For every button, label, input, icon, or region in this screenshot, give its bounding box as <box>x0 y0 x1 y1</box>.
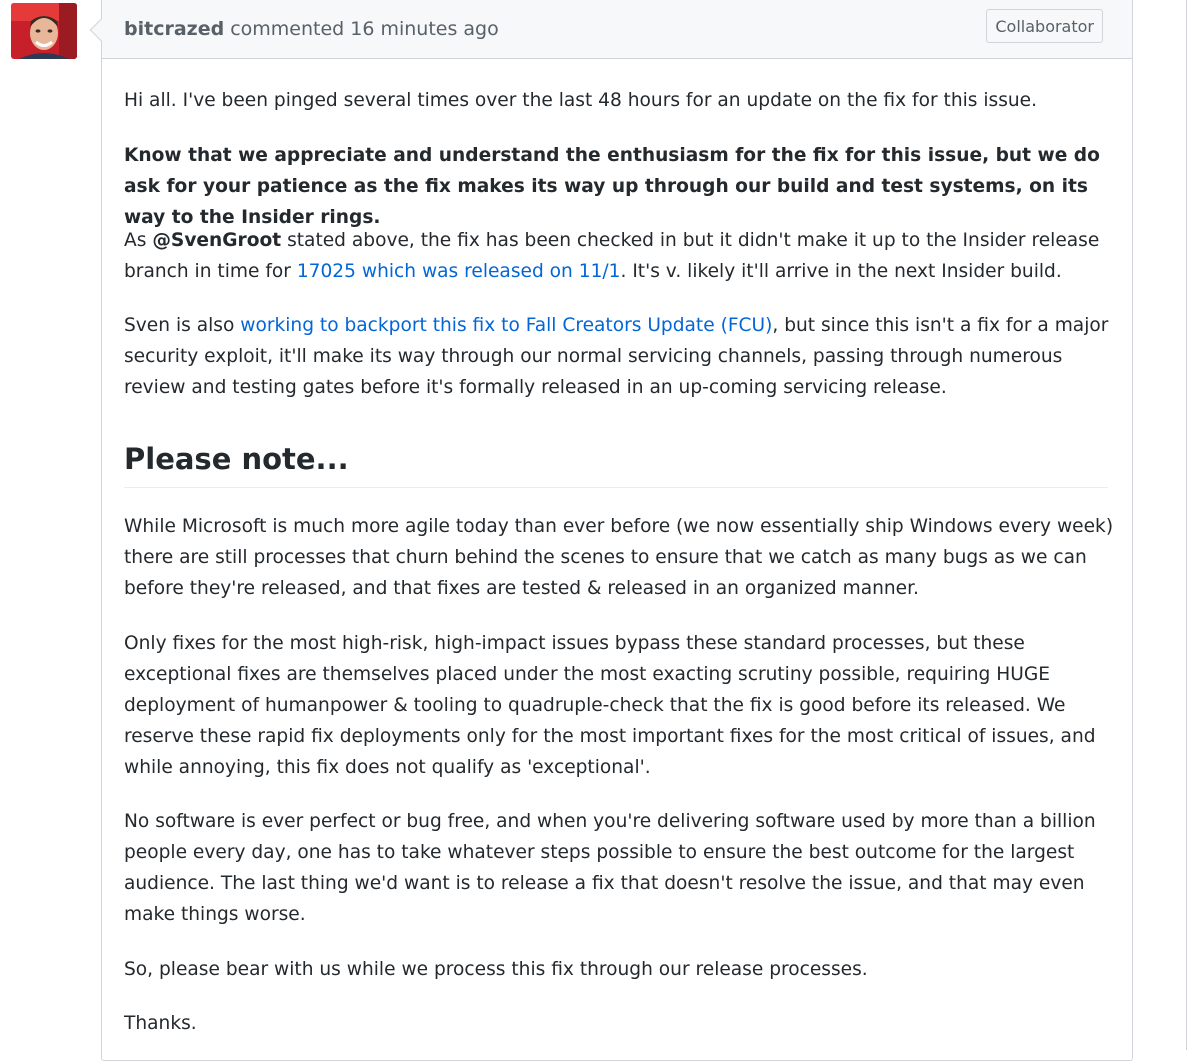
collaborator-badge: Collaborator <box>986 9 1103 43</box>
issue-comment <box>101 0 1133 1061</box>
paragraph-no-software: No software is ever perfect or bug free, and when you're delivering software used by more than a billion people every day, one has to take whatever steps possible to ensure the best outcome for the largest audience. The last thing we'd want is to release a fix that doesn't resolve the issue, and that may even make things worse. <box>124 811 1096 925</box>
backport-prefix: Sven is also <box>124 315 241 336</box>
paragraph-intro: Hi all. I've been pinged several times over the last 48 hours for an update on the fix for this issue. <box>124 90 1038 111</box>
status-prefix: As <box>124 230 153 251</box>
backport-link[interactable]: working to backport this fix to Fall Creators Update (FCU) <box>240 315 773 336</box>
avatar-image <box>11 3 77 59</box>
comment-timestamp-link[interactable]: 16 minutes ago <box>350 18 499 40</box>
backport-suffix: , but since this isn't a fix for a major security exploit, it'll make its way through our normal servicing channels, passing through numerous review and testing gates before it's formally released in an up-coming servicing release. <box>124 315 1109 398</box>
section-heading: Please note... <box>124 435 1108 488</box>
paragraph-bear-with-us: So, please bear with us while we process this fix through our release processes. <box>124 959 868 980</box>
paragraph-backport <box>124 310 1114 403</box>
author-avatar[interactable] <box>11 3 77 59</box>
build-release-link[interactable]: 17025 which was released on 11/1 <box>296 261 621 282</box>
comment-action: commented <box>230 18 345 40</box>
status-middle: stated above, the fix has been checked in but it didn't make it up to the Insider release branch in time for <box>124 230 1100 282</box>
comment-header <box>102 0 1132 59</box>
paragraph-thanks: Thanks. <box>124 1013 197 1034</box>
paragraph-status <box>124 225 1114 287</box>
paragraph-bold-notice: Know that we appreciate and understand the enthusiasm for the fix for this issue, but we do ask for your patience as the fix makes its way up through our build and test systems, on its way to the Insider rings. <box>124 145 1100 228</box>
paragraph-high-risk: Only fixes for the most high-risk, high-impact issues bypass these standard processes, but these exceptional fixes are themselves placed under the most exacting scrutiny possible, requiring HUGE deployment of humanpower & tooling to quadruple-check that the fix is good before its released. We reserve these rapid fix deployments only for the most important fixes for the most critical of issues, and while annoying, this fix does not qualify as 'exceptional'. <box>124 633 1096 778</box>
comment-author-link[interactable]: bitcrazed <box>124 18 225 40</box>
status-suffix: . It's v. likely it'll arrive in the next Insider build. <box>620 261 1062 282</box>
paragraph-agile: While Microsoft is much more agile today than ever before (we now essentially ship Windows every week) there are still processes that churn behind the scenes to ensure that we catch as many bugs as we can before they're released, and that fixes are tested & released in an organized manner. <box>124 516 1114 599</box>
page-edge-divider <box>1186 0 1187 1050</box>
user-mention-link[interactable]: @SvenGroot <box>152 230 282 251</box>
